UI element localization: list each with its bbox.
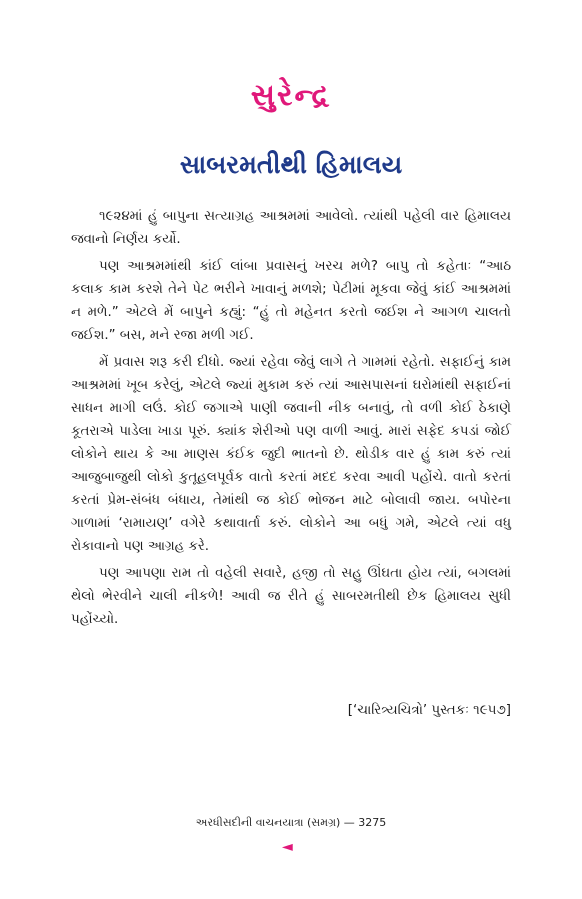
author-name: સુરેન્દ્ર [250, 78, 332, 113]
paragraph: પણ આપણા રામ તો વહેલી સવારે, હજી તો સહુ ઊંઘતા હોય ત્યાં, બગલમાં થેલો ભેરવીને ચાલી નીકળે! આવી જ રીતે હું સાબરમતીથી છેક હિમાલય સુધી પહોંચ્યો. [71, 566, 511, 627]
article-body [71, 205, 511, 631]
paragraph: પણ આશ્રમમાંથી કાંઈ લાંબા પ્રવાસનું ખરચ મળે? બાપુ તો કહેતાઃ “આઠ કલાક કામ કરશે તેને પેટ ભરીને ખાવાનું મળશે; પેટીમાં મૂકવા જેવું કાંઈ આશ્રમમાં ન મળે.” એટલે મેં બાપુને કહ્યું: “હું તો મહેનત કરતો જઈશ ને આગળ ચાલતો જઈશ.” બસ, મને રજા મળી ગઈ. [71, 259, 511, 343]
page-back-arrow-icon[interactable]: ◄ [282, 839, 293, 855]
article-title: સાબરમતીથી હિમાલય [179, 150, 403, 179]
page-footer: અરધીસદીની વાચનયાત્રા (સમગ્ર) — 3275 [195, 816, 387, 829]
source-citation: [‘ચારિત્ર્યચિત્રો’ પુસ્તકઃ ૧૯૫૭] [347, 703, 511, 718]
paragraph: ૧૯૨૪માં હું બાપુના સત્યાગ્રહ આશ્રમમાં આવેલો. ત્યાંથી પહેલી વાર હિમાલય જવાનો નિર્ણય કર્યો. [71, 209, 511, 247]
paragraph: મેં પ્રવાસ શરૂ કરી દીધો. જ્યાં રહેવા જેવું લાગે તે ગામમાં રહેતો. સફાઈનું કામ આશ્રમમાં ખૂબ કરેલું, એટલે જ્યાં મુકામ કરું ત્યાં આસપાસનાં ઘરોમાંથી સફાઈનાં સાધન માગી લઉં. કોઈ જગાએ પાણી જવાની નીક બનાવું, તો વળી કોઈ ઠેકાણે કૂતરાએ પાડેલા ખાડા પૂરું. ક્યાંક શેરીઓ પણ વાળી આવું. મારાં સફેદ કપડાં જોઈ લોકોને થાય કે આ માણસ કંઈક જુદી ભાતનો છે. થોડીક વાર હું કામ કરું ત્યાં આજુબાજુથી લોકો કુતૂહલપૂર્વક વાતો કરતાં મદદ કરવા આવી પહોંચે. વાતો કરતાં કરતાં પ્રેમ-સંબંધ બંધાય, તેમાંથી જ કોઈ ભોજન માટે બોલાવી જાય. બપોરના ગાળામાં ‘રામાયણ’ વગેરે કથાવાર્તા કરું. લોકોને આ બધું ગમે, એટલે ત્યાં વધુ રોકાવાનો પણ આગ્રહ કરે. [71, 355, 511, 554]
